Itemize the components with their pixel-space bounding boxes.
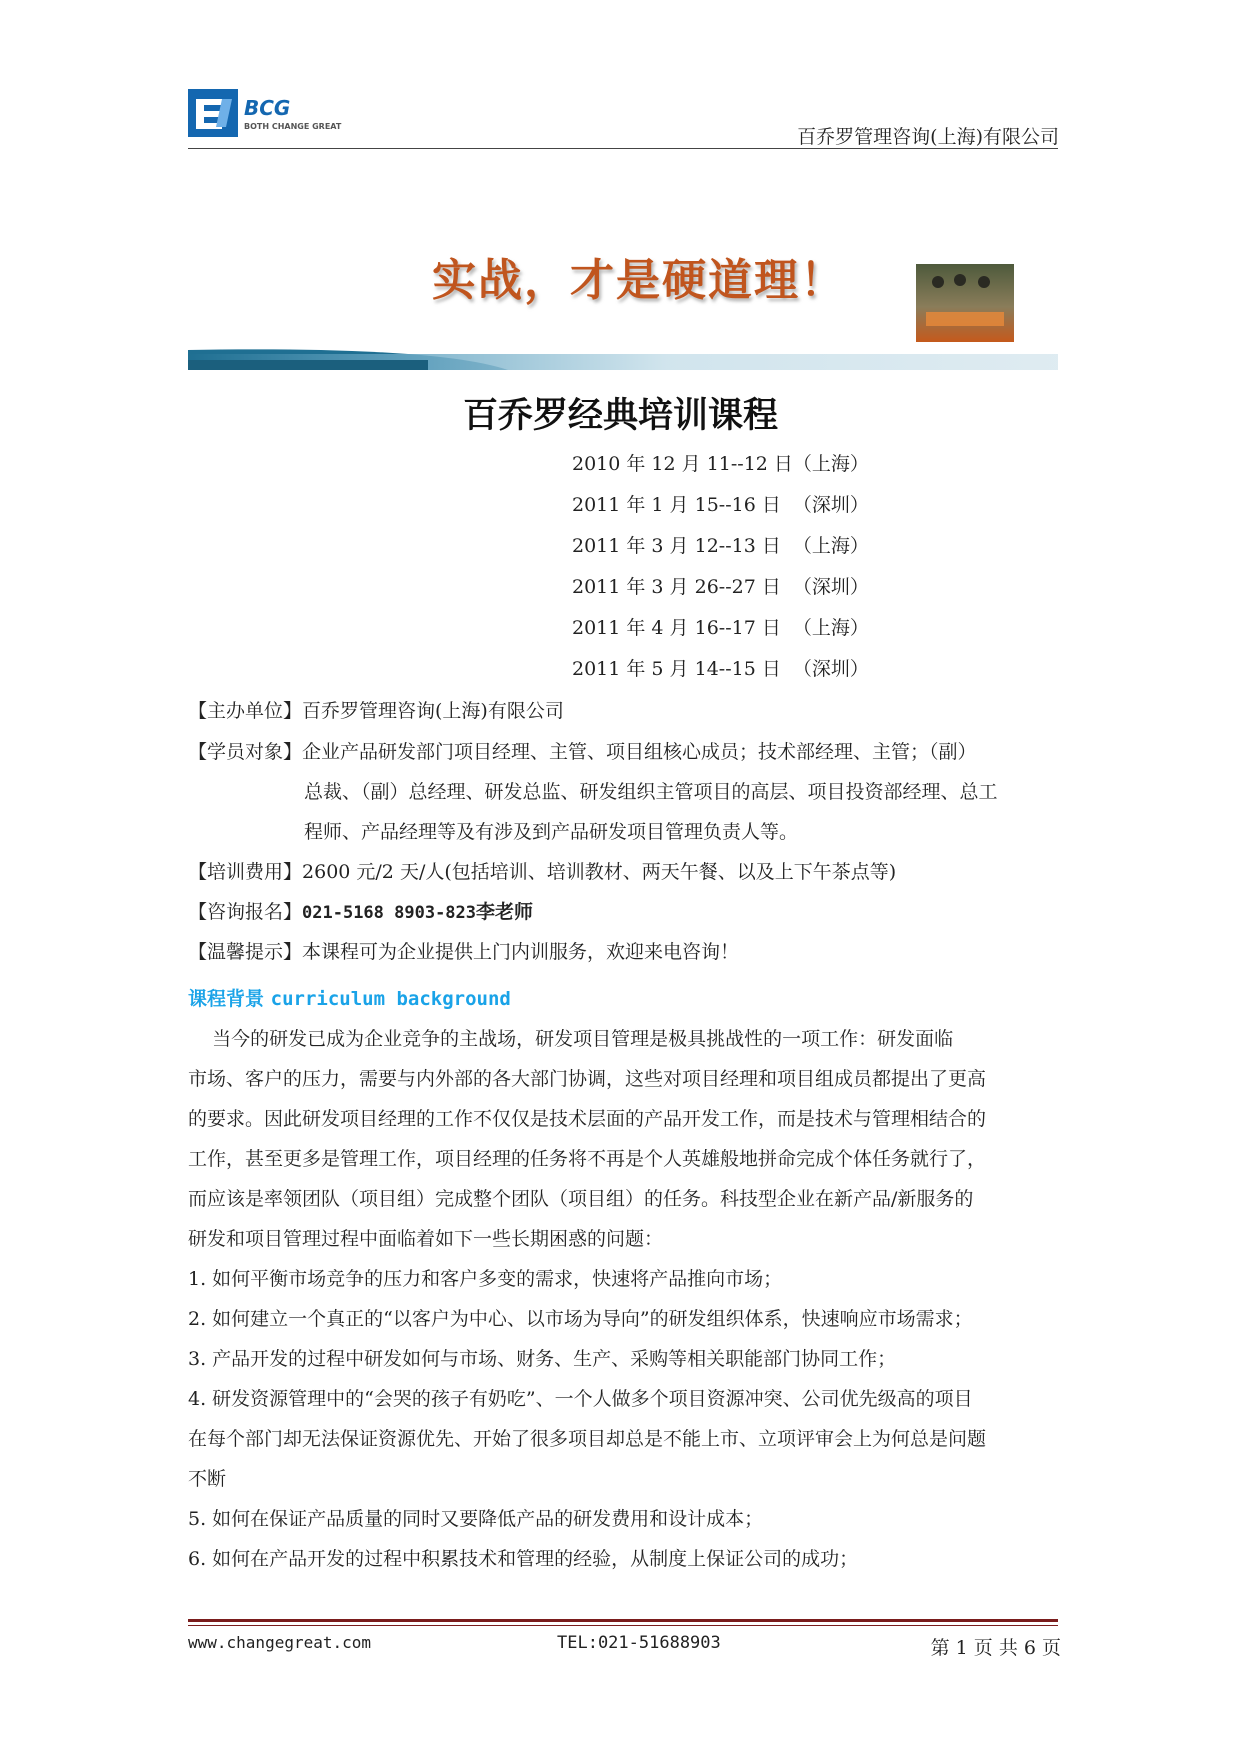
fee-label: 【培训费用】 bbox=[188, 861, 303, 883]
course-title: 百乔罗经典培训课程 bbox=[462, 395, 778, 436]
footer-phone: TEL:021-51688903 bbox=[557, 1633, 721, 1653]
list-item: 5. 如何在保证产品质量的同时又要降低产品的研发费用和设计成本； bbox=[188, 1508, 764, 1530]
contact-row bbox=[188, 897, 533, 924]
organizer-value: 百乔罗管理咨询(上海)有限公司 bbox=[302, 700, 564, 722]
paragraph-line: 而应该是率领团队（项目组）完成整个团队（项目组）的任务。科技型企业在新产品/新服务的 bbox=[188, 1188, 974, 1210]
tip-label: 【温馨提示】 bbox=[188, 941, 303, 963]
banner-slogan: 实战，才是硬道理！ bbox=[432, 255, 846, 306]
footer-website: www.changegreat.com bbox=[188, 1633, 372, 1652]
company-name: 百乔罗管理咨询(上海)有限公司 bbox=[797, 126, 1059, 148]
audience-label: 【学员对象】 bbox=[188, 741, 303, 763]
list-item: 6. 如何在产品开发的过程中积累技术和管理的经验，从制度上保证公司的成功； bbox=[188, 1548, 859, 1570]
paragraph-line: 市场、客户的压力，需要与内外部的各大部门协调，这些对项目经理和项目组成员都提出了更高 bbox=[188, 1068, 987, 1090]
contact-phone: 021-5168 8903-823 bbox=[302, 903, 477, 923]
logo-subtext: BOTH CHANGE GREAT bbox=[244, 122, 342, 131]
schedule-item: 2011 年 1 月 15--16 日 （深圳） bbox=[572, 494, 869, 516]
list-item: 4. 研发资源管理中的“会哭的孩子有奶吃”、一个人做多个项目资源冲突、公司优先级高的项目 bbox=[188, 1388, 973, 1410]
fee-row bbox=[188, 857, 896, 884]
footer-divider bbox=[188, 1619, 1058, 1622]
schedule-item: 2011 年 3 月 12--13 日 （上海） bbox=[572, 535, 869, 557]
footer-divider-thin bbox=[188, 1625, 1058, 1626]
section-heading bbox=[188, 984, 511, 1011]
contact-name: 李老师 bbox=[476, 901, 534, 923]
heading-en: curriculum background bbox=[270, 988, 511, 1010]
schedule-list bbox=[572, 448, 869, 694]
schedule-item: 2011 年 3 月 26--27 日 （深圳） bbox=[572, 576, 869, 598]
list-item: 3. 产品开发的过程中研发如何与市场、财务、生产、采购等相关职能部门协同工作； bbox=[188, 1348, 897, 1370]
schedule-item: 2011 年 4 月 16--17 日 （上海） bbox=[572, 617, 869, 639]
paragraph-line: 的要求。因此研发项目经理的工作不仅仅是技术层面的产品开发工作，而是技术与管理相结合的 bbox=[188, 1108, 987, 1130]
tip-row bbox=[188, 937, 739, 964]
list-item: 1. 如何平衡市场竞争的压力和客户多变的需求，快速将产品推向市场； bbox=[188, 1268, 783, 1290]
logo-text: BCG bbox=[244, 96, 291, 120]
paragraph-line: 当今的研发已成为企业竞争的主战场，研发项目管理是极具挑战性的一项工作：研发面临 bbox=[188, 1028, 954, 1050]
audience-line: 总裁、（副）总经理、研发总监、研发组织主管项目的高层、项目投资部经理、总工 bbox=[304, 781, 998, 803]
contact-label: 【咨询报名】 bbox=[188, 901, 303, 923]
paragraph-line: 工作，甚至更多是管理工作，项目经理的任务将不再是个人英雄般地拼命完成个体任务就行了， bbox=[188, 1148, 987, 1170]
header-divider bbox=[188, 148, 1058, 149]
fee-value: 2600 元/2 天/人(包括培训、培训教材、两天午餐、以及上下午茶点等) bbox=[302, 861, 897, 883]
audience-row bbox=[188, 737, 977, 764]
paragraph-line: 研发和项目管理过程中面临着如下一些长期困惑的问题： bbox=[188, 1228, 664, 1250]
schedule-item: 2010 年 12 月 11--12 日（上海） bbox=[572, 453, 869, 475]
audience-value: 企业产品研发部门项目经理、主管、项目组核心成员；技术部经理、主管；（副） bbox=[302, 741, 977, 763]
meeting-photo bbox=[916, 264, 1014, 342]
heading-cn: 课程背景 bbox=[188, 988, 265, 1010]
list-item: 在每个部门却无法保证资源优先、开始了很多项目却总是不能上市、立项评审会上为何总是问题 bbox=[188, 1428, 987, 1450]
bcg-logo bbox=[188, 89, 368, 143]
schedule-item: 2011 年 5 月 14--15 日 （深圳） bbox=[572, 658, 869, 680]
tip-value: 本课程可为企业提供上门内训服务，欢迎来电咨询！ bbox=[302, 941, 740, 963]
organizer-row bbox=[188, 696, 564, 723]
page-number: 第 1 页 共 6 页 bbox=[930, 1637, 1061, 1659]
organizer-label: 【主办单位】 bbox=[188, 700, 303, 722]
audience-line: 程师、产品经理等及有涉及到产品研发项目管理负责人等。 bbox=[304, 821, 799, 843]
list-item: 不断 bbox=[188, 1468, 227, 1490]
list-item: 2. 如何建立一个真正的“以客户为中心、以市场为导向”的研发组织体系，快速响应市场需求； bbox=[188, 1308, 973, 1330]
